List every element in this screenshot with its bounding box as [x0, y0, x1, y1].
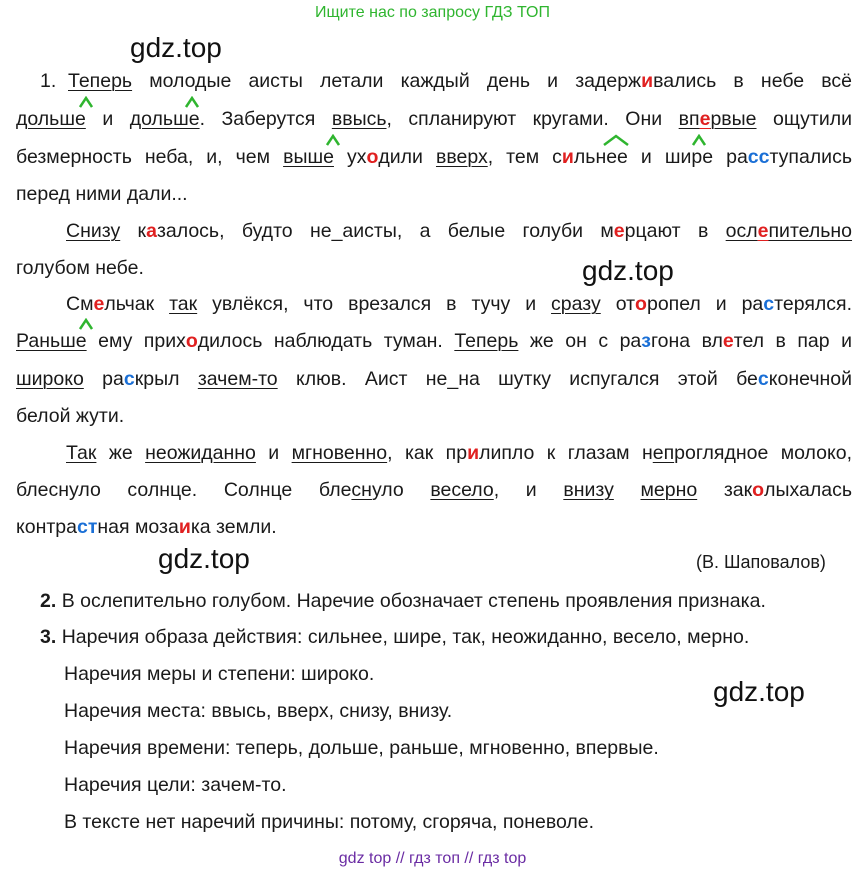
text-segment: роглядное молоко,: [674, 442, 852, 464]
underlined-word: дольше: [129, 108, 200, 130]
underlined-word: рвые: [710, 108, 757, 130]
task3-first: [40, 626, 749, 649]
task1-line: [16, 405, 124, 428]
task1-line: [68, 70, 852, 93]
underlined-word: ввысь: [331, 108, 387, 130]
text-segment: , спланируют кругами. Они: [386, 108, 679, 130]
text-segment: безмерность неба, и, чем: [16, 146, 284, 168]
text-segment: к: [120, 220, 147, 242]
text-segment: ная моза: [97, 516, 179, 538]
underlined-word: Снизу: [66, 220, 121, 242]
highlighted-letter: о: [752, 479, 765, 501]
task1-line: [16, 479, 852, 502]
task1-line: [16, 183, 188, 206]
text-segment: и: [255, 442, 292, 464]
task3-line: В тексте нет наречий причины: потому, сгоряча, поневоле.: [64, 811, 595, 833]
task3-number: 3.: [40, 626, 57, 648]
highlighted-letter: а: [146, 220, 157, 242]
highlighted-letter: е: [722, 330, 734, 352]
text-segment: ух: [333, 146, 367, 168]
highlighted-letter: о: [366, 146, 379, 168]
task1-line: [16, 330, 852, 353]
underlined-word: сразу: [551, 293, 601, 315]
highlighted-letter: сс: [747, 146, 770, 168]
text-segment: См: [66, 293, 94, 315]
text-segment: клюв. Аист не_на шутку испугался этой бе: [277, 368, 758, 390]
text-segment: конечной: [768, 368, 852, 390]
highlighted-letter: з: [641, 330, 651, 352]
task2-number: 2.: [40, 590, 57, 612]
task1-line: [16, 368, 852, 391]
task1-line: [16, 108, 852, 131]
task2-text: В ослепительно голубом. Наречие обозначает степень проявления признака.: [61, 590, 766, 612]
text-segment: залось, будто не_аисты, а белые голуби м: [156, 220, 614, 242]
stress-arc-icon: [603, 134, 629, 146]
watermark: gdz.top: [158, 543, 250, 574]
stress-caret-icon: [79, 318, 93, 330]
underlined-word: еп: [652, 442, 675, 464]
task2: [40, 590, 766, 613]
highlighted-letter: ст: [77, 516, 98, 538]
text-segment: ропел и ра: [646, 293, 764, 315]
author: (В. Шаповалов): [696, 552, 826, 572]
task1-line: [16, 257, 144, 280]
task1-line: [66, 293, 852, 316]
text-segment: крыл: [134, 368, 198, 390]
underlined-word: мерно: [640, 479, 698, 501]
task3-line: Наречия цели: зачем-то.: [64, 774, 287, 796]
highlighted-letter: и: [178, 516, 191, 538]
text-segment: льчак: [104, 293, 170, 315]
underlined-word: Так: [66, 442, 97, 464]
text-segment: . Заберутся: [199, 108, 332, 130]
text-segment: , как пр: [387, 442, 468, 464]
highlighted-letter: е: [613, 220, 625, 242]
underlined-word: сн: [351, 479, 372, 501]
task1-number: 1.: [40, 70, 57, 92]
task3-line: Наречия меры и степени: широко.: [64, 663, 375, 685]
underlined-word: мгновенно: [291, 442, 388, 464]
stress-caret-icon: [185, 96, 199, 108]
highlighted-letter: и: [467, 442, 480, 464]
underlined-word: внизу: [563, 479, 614, 501]
underlined-word: неожиданно: [145, 442, 256, 464]
text-segment: тупались: [769, 146, 852, 168]
task1-line: [16, 146, 852, 169]
highlighted-letter: и: [641, 70, 654, 92]
text-segment: рцают в: [624, 220, 726, 242]
highlighted-letter: о: [185, 330, 198, 352]
task3-line: Наречия образа действия: сильнее, шире, так, неожиданно, весело, мерно.: [61, 626, 750, 648]
underlined-word: вверх: [435, 146, 488, 168]
text-segment: вались в небе всё: [653, 70, 853, 92]
stress-caret-icon: [79, 96, 93, 108]
underlined-word: дольше: [16, 108, 86, 130]
text-segment: , тем с: [487, 146, 562, 168]
highlighted-letter: о: [635, 293, 647, 315]
text-segment: ка земли.: [190, 516, 277, 538]
text-segment: молодые аисты летали каждый день и задерж: [132, 70, 642, 92]
stress-caret-icon: [326, 134, 340, 146]
watermark: gdz.top: [582, 255, 674, 286]
underlined-word: осл: [725, 220, 758, 242]
text-segment: ра: [83, 368, 124, 390]
watermark: gdz.top: [713, 676, 805, 707]
task3-line: Наречия времени: теперь, дольше, раньше, мгновенно, впервые.: [64, 737, 659, 759]
text-segment: увлёкся, что врезался в тучу и: [197, 293, 552, 315]
text-segment: зак: [697, 479, 753, 501]
underlined-word: Теперь: [454, 330, 519, 352]
task1-line: [66, 442, 852, 465]
highlighted-letter: е: [93, 293, 105, 315]
task1-line: [16, 516, 277, 539]
text-segment: , и: [493, 479, 564, 501]
text-segment: же: [96, 442, 146, 464]
text-segment: же он с ра: [518, 330, 642, 352]
text-segment: от: [600, 293, 636, 315]
text-segment: липло к глазам н: [479, 442, 653, 464]
text-segment: блеснуло солнце. Солнце бле: [16, 479, 352, 501]
underlined-word: весело: [430, 479, 494, 501]
underlined-word: Раньше: [16, 330, 87, 352]
text-segment: ему прих: [86, 330, 186, 352]
underlined-word: широко: [16, 368, 84, 390]
watermark: gdz.top: [130, 32, 222, 63]
text-segment: белой жути.: [16, 405, 125, 427]
text-segment: контра: [16, 516, 77, 538]
text-segment: дили: [378, 146, 436, 168]
underlined-word: вп: [678, 108, 700, 130]
underlined-word: так: [169, 293, 198, 315]
text-segment: голубом небе.: [16, 257, 144, 279]
underlined-word: е: [757, 220, 769, 242]
text-segment: льнее и шире ра: [573, 146, 748, 168]
stress-caret-icon: [692, 134, 706, 146]
underlined-word: пительно: [768, 220, 853, 242]
underlined-word: выше: [283, 146, 334, 168]
text-segment: перед ними дали...: [16, 183, 188, 205]
underlined-word: Теперь: [68, 70, 133, 92]
text-segment: лыхалась: [764, 479, 852, 501]
highlighted-letter: с: [757, 368, 769, 390]
text-segment: уло: [371, 479, 431, 501]
text-segment: тел в пар и: [733, 330, 852, 352]
text-segment: терялся.: [774, 293, 852, 315]
text-segment: ощутили: [756, 108, 852, 130]
text-segment: дилось наблюдать туман.: [197, 330, 455, 352]
text-segment: гона вл: [650, 330, 723, 352]
underlined-word: зачем-то: [197, 368, 278, 390]
task3-line: Наречия места: ввысь, вверх, снизу, внизу.: [64, 700, 453, 722]
underlined-word: е: [699, 108, 711, 130]
highlighted-letter: с: [123, 368, 135, 390]
text-segment: и: [85, 108, 130, 130]
highlighted-letter: и: [561, 146, 574, 168]
top-banner: Ищите нас по запросу ГДЗ ТОП: [315, 4, 550, 21]
task1-line: [66, 220, 852, 243]
footer-links: gdz top // гдз топ // гдз top: [338, 850, 527, 867]
highlighted-letter: с: [763, 293, 775, 315]
text-segment: [614, 479, 641, 501]
